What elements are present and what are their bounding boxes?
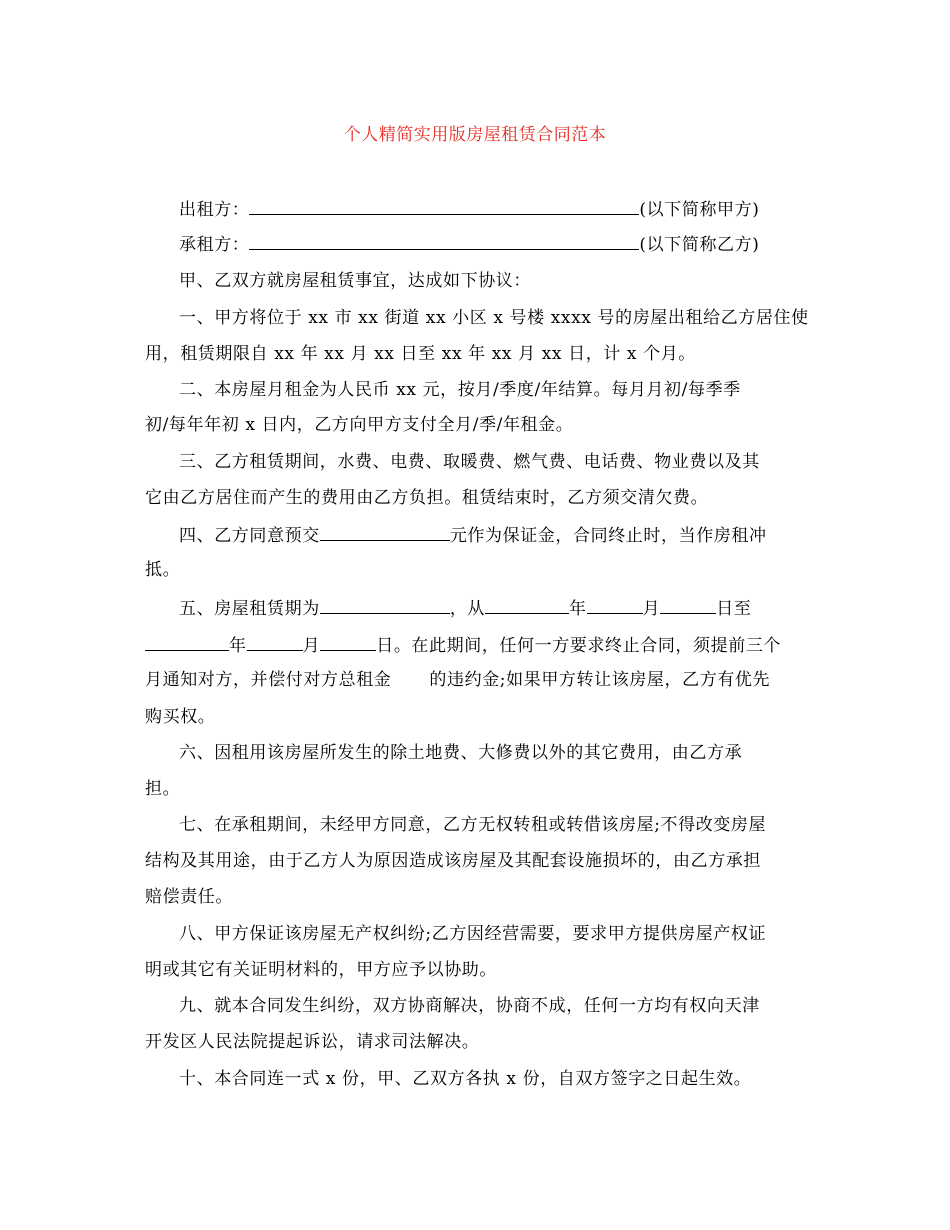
lessor-label: 出租方：	[179, 200, 250, 220]
clause-3-line-2: 它由乙方居住而产生的费用由乙方负担。租赁结束时，乙方须交清欠费。	[145, 488, 709, 508]
end-year-blank[interactable]	[145, 632, 229, 651]
clause-5-line-3	[145, 668, 809, 692]
lease-term-blank[interactable]	[320, 595, 450, 614]
document-title: 个人精简实用版房屋租赁合同范本	[343, 125, 607, 145]
clause-5-text-a: 五、房屋租赁期为	[179, 599, 320, 619]
start-day-blank[interactable]	[660, 595, 716, 614]
clause-4-line-1	[179, 522, 809, 548]
clause-2-line-2: 初/每年年初 x 日内，乙方向甲方支付全月/季/年租金。	[145, 415, 574, 435]
clause-8-line-1: 八、甲方保证该房屋无产权纠纷;乙方因经营需要，要求甲方提供房屋产权证	[179, 924, 767, 944]
lessor-blank[interactable]	[249, 196, 639, 215]
clause-5-text-e: 日至	[716, 599, 752, 619]
clause-5-text-d: 月	[642, 599, 661, 619]
clause-7-line-1: 七、在承租期间，未经甲方同意，乙方无权转租或转借该房屋;不得改变房屋	[179, 815, 767, 835]
clause-5-text-i: 月通知对方，并偿付对方总租金	[145, 670, 392, 690]
clause-5-line-2	[145, 632, 809, 658]
clause-10-line-1: 十、本合同连一式 x 份，甲、乙双方各执 x 份，自双方签字之日起生效。	[179, 1069, 752, 1089]
clause-1-line-1: 一、甲方将位于 xx 市 xx 街道 xx 小区 x 号楼 xxxx 号的房屋出租给乙方居住使	[179, 308, 809, 328]
lessee-suffix: (以下简称乙方)	[639, 235, 760, 255]
intro-text: 甲、乙双方就房屋租赁事宜，达成如下协议：	[179, 271, 531, 291]
clause-4-text-b: 元作为保证金，合同终止时，当作房租冲	[449, 526, 767, 546]
lessee-label: 承租方：	[179, 235, 250, 255]
clause-7-line-3: 赔偿责任。	[145, 887, 233, 907]
clause-5-line-4: 购买权。	[145, 707, 216, 727]
clause-7-line-2: 结构及其用途，由于乙方人为原因造成该房屋及其配套设施损坏的，由乙方承担	[145, 851, 761, 871]
clause-5-text-f: 年	[229, 636, 247, 656]
clause-5-text-g: 月	[302, 636, 321, 656]
clause-5-line-1	[179, 595, 809, 621]
lessor-suffix: (以下简称甲方)	[639, 200, 760, 220]
end-month-blank[interactable]	[247, 632, 303, 651]
clause-1-line-2: 用，租赁期限自 xx 年 xx 月 xx 日至 xx 年 xx 月 xx 日，计 x 个月。	[145, 344, 696, 364]
clause-9-line-2: 开发区人民法院提起诉讼，请求司法解决。	[145, 1032, 480, 1052]
lessor-line	[179, 196, 809, 222]
clause-3-line-1: 三、乙方租赁期间，水费、电费、取暖费、燃气费、电话费、物业费以及其	[179, 452, 760, 472]
clause-5-text-h: 日。在此期间，任何一方要求终止合同，须提前三个	[376, 636, 782, 656]
clause-5-text-j: 的违约金;如果甲方转让该房屋，乙方有优先	[429, 670, 771, 690]
start-year-blank[interactable]	[485, 595, 569, 614]
lessee-line	[179, 231, 809, 257]
clause-4-line-2: 抵。	[145, 560, 181, 580]
clause-8-line-2: 明或其它有关证明材料的，甲方应予以协助。	[145, 960, 497, 980]
clause-5-text-c: 年	[569, 599, 587, 619]
clause-2-line-1: 二、本房屋月租金为人民币 xx 元，按月/季度/年结算。每月月初/每季季	[179, 380, 741, 400]
clause-6-line-1: 六、因租用该房屋所发生的除土地费、大修费以外的其它费用，由乙方承	[179, 743, 743, 763]
clause-6-line-2: 担。	[145, 779, 181, 799]
lessee-blank[interactable]	[249, 231, 639, 250]
start-month-blank[interactable]	[587, 595, 643, 614]
clause-5-text-b: ，从	[449, 599, 486, 619]
clause-4-text-a: 四、乙方同意预交	[179, 526, 320, 546]
end-day-blank[interactable]	[320, 632, 376, 651]
deposit-blank[interactable]	[320, 522, 450, 541]
clause-9-line-1: 九、就本合同发生纠纷，双方协商解决，协商不成，任何一方均有权向天津	[179, 996, 760, 1016]
